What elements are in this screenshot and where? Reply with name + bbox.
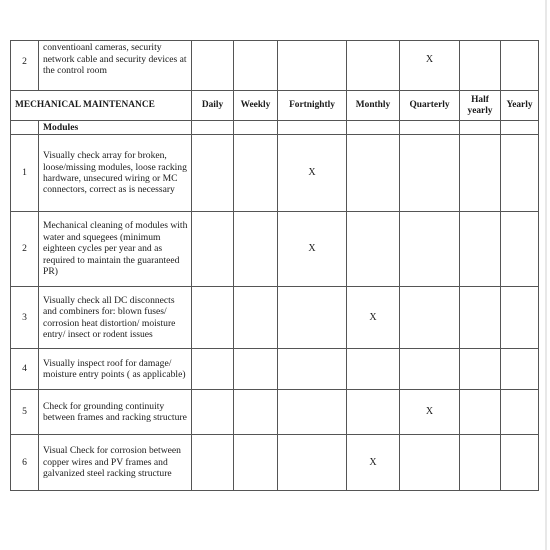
frequency-mark-half-yearly <box>460 41 501 91</box>
frequency-mark-daily <box>192 287 234 349</box>
frequency-mark-half-yearly <box>460 287 501 349</box>
frequency-mark-half-yearly <box>460 435 501 491</box>
section-title: MECHANICAL MAINTENANCE <box>11 91 192 121</box>
frequency-mark-yearly <box>501 135 539 212</box>
frequency-mark-daily <box>192 349 234 390</box>
table-row <box>11 41 539 91</box>
column-header-yearly: Yearly <box>501 91 539 121</box>
frequency-mark-daily <box>192 390 234 435</box>
task-description: Mechanical cleaning of modules with water and squegees (minimum eighteen cycles per year and as required to maintain the guaranteed PR) <box>39 212 192 287</box>
frequency-mark-fortnightly <box>278 287 347 349</box>
table-row <box>11 287 539 349</box>
frequency-mark-quarterly <box>400 287 460 349</box>
empty-cell <box>11 121 39 135</box>
frequency-mark-weekly <box>234 135 278 212</box>
frequency-mark-half-yearly <box>460 135 501 212</box>
column-header-weekly: Weekly <box>234 91 278 121</box>
frequency-mark-fortnightly <box>278 349 347 390</box>
frequency-mark-daily <box>192 435 234 491</box>
frequency-mark-monthly <box>347 135 400 212</box>
frequency-mark-half-yearly <box>460 349 501 390</box>
subsection-title: Modules <box>39 121 192 135</box>
empty-cell <box>192 121 234 135</box>
frequency-mark-yearly <box>501 212 539 287</box>
empty-cell <box>278 121 347 135</box>
table-row <box>11 349 539 390</box>
frequency-mark-quarterly: X <box>400 41 460 91</box>
frequency-mark-daily <box>192 135 234 212</box>
subsection-row <box>11 121 539 135</box>
column-header-half-yearly: Half yearly <box>460 91 501 121</box>
empty-cell <box>460 121 501 135</box>
frequency-mark-daily <box>192 41 234 91</box>
row-number: 3 <box>11 287 39 349</box>
frequency-mark-monthly: X <box>347 287 400 349</box>
frequency-mark-yearly <box>501 390 539 435</box>
frequency-mark-yearly <box>501 41 539 91</box>
frequency-mark-daily <box>192 212 234 287</box>
task-description: conventioanl cameras, security network cable and security devices at the control room <box>39 41 192 91</box>
frequency-mark-quarterly <box>400 435 460 491</box>
frequency-mark-yearly <box>501 287 539 349</box>
frequency-mark-fortnightly <box>278 435 347 491</box>
frequency-mark-half-yearly <box>460 390 501 435</box>
task-description: Visually check array for broken, loose/missing modules, loose racking hardware, unsecured wiring or MC connectors, correct as is necessary <box>39 135 192 212</box>
table-row <box>11 212 539 287</box>
task-description: Visual Check for corrosion between copper wires and PV frames and galvanized steel racking structure <box>39 435 192 491</box>
frequency-mark-weekly <box>234 41 278 91</box>
task-description: Visually inspect roof for damage/ moisture entry points ( as applicable) <box>39 349 192 390</box>
scan-edge-shadow <box>545 0 547 550</box>
empty-cell <box>400 121 460 135</box>
row-number: 1 <box>11 135 39 212</box>
frequency-mark-weekly <box>234 390 278 435</box>
frequency-mark-fortnightly: X <box>278 135 347 212</box>
maintenance-schedule-table <box>10 40 539 491</box>
frequency-mark-yearly <box>501 349 539 390</box>
frequency-mark-weekly <box>234 287 278 349</box>
table-row <box>11 135 539 212</box>
table-row <box>11 390 539 435</box>
frequency-mark-monthly <box>347 41 400 91</box>
empty-cell <box>347 121 400 135</box>
row-number: 2 <box>11 41 39 91</box>
column-header-monthly: Monthly <box>347 91 400 121</box>
row-number: 2 <box>11 212 39 287</box>
frequency-mark-weekly <box>234 435 278 491</box>
frequency-mark-fortnightly <box>278 390 347 435</box>
frequency-mark-half-yearly <box>460 212 501 287</box>
frequency-mark-monthly: X <box>347 435 400 491</box>
frequency-mark-weekly <box>234 349 278 390</box>
frequency-mark-quarterly <box>400 349 460 390</box>
frequency-mark-quarterly <box>400 135 460 212</box>
column-header-quarterly: Quarterly <box>400 91 460 121</box>
task-description: Check for grounding continuity between frames and racking structure <box>39 390 192 435</box>
row-number: 5 <box>11 390 39 435</box>
table-row <box>11 435 539 491</box>
frequency-mark-weekly <box>234 212 278 287</box>
frequency-mark-yearly <box>501 435 539 491</box>
frequency-mark-fortnightly: X <box>278 212 347 287</box>
frequency-mark-monthly <box>347 390 400 435</box>
empty-cell <box>234 121 278 135</box>
row-number: 4 <box>11 349 39 390</box>
frequency-mark-quarterly <box>400 212 460 287</box>
task-description: Visually check all DC disconnects and combiners for: blown fuses/ corrosion heat distortion/ moisture entry/ insect or rodent issues <box>39 287 192 349</box>
column-header-daily: Daily <box>192 91 234 121</box>
column-header-fortnightly: Fortnightly <box>278 91 347 121</box>
row-number: 6 <box>11 435 39 491</box>
frequency-mark-quarterly: X <box>400 390 460 435</box>
frequency-mark-monthly <box>347 349 400 390</box>
empty-cell <box>501 121 539 135</box>
frequency-mark-fortnightly <box>278 41 347 91</box>
frequency-mark-monthly <box>347 212 400 287</box>
section-header-row <box>11 91 539 121</box>
